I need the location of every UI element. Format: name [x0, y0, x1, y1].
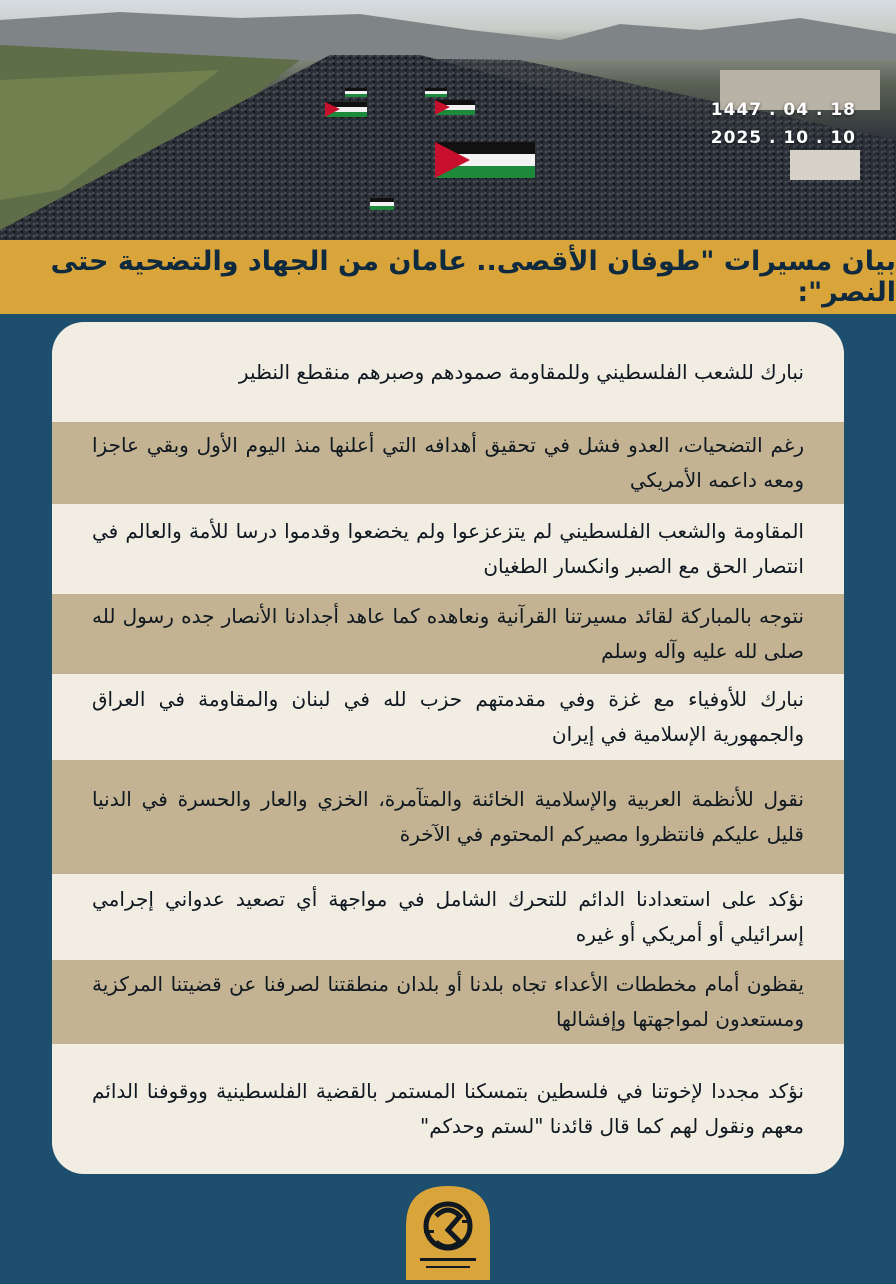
item-text: رغم التضحيات، العدو فشل في تحقيق أهدافه التي أعلنها منذ اليوم الأول وبقي عاجزا ومعه داعمه الأمريكي	[92, 433, 804, 492]
list-item	[52, 760, 844, 874]
flag-icon	[435, 142, 535, 178]
item-text: نؤكد مجددا لإخوتنا في فلسطين بتمسكنا المستمر بالقضية الفلسطينية ووقوفنا الدائم معهم ونقول لهم كما قال قائدنا "لستم وحدكم"	[92, 1079, 804, 1138]
item-text: المقاومة والشعب الفلسطيني لم يتزعزعوا ولم يخضعوا وقدموا درسا للأمة والعالم في انتصار الحق مع الصبر وانكسار الطغيان	[92, 519, 804, 578]
list-item	[52, 960, 844, 1044]
list-item	[52, 504, 844, 594]
gregorian-date: 2025 . 10 . 10	[710, 128, 856, 148]
item-text: نقول للأنظمة العربية والإسلامية الخائنة والمتآمرة، الخزي والعار والحسرة في الدنيا قليل عليكم فانتظروا مصيركم المحتوم في الآخرة	[92, 787, 804, 846]
item-text: نتوجه بالمباركة لقائد مسيرتنا القرآنية ونعاهده كما عاهد أجدادنا الأنصار جده رسول لله صلى لله عليه وآله وسلم	[92, 604, 804, 663]
date-block	[711, 96, 856, 152]
list-item	[52, 1044, 844, 1174]
foundation-logo-icon	[400, 1186, 496, 1280]
hijri-date: 1447 . 04 . 18	[710, 100, 856, 120]
title-band	[0, 240, 896, 314]
item-text: نؤكد على استعدادنا الدائم للتحرك الشامل في مواجهة أي تصعيد عدواني إجرامي إسرائيلي أو أمريكي أو غيره	[92, 887, 804, 946]
list-item	[52, 874, 844, 960]
list-item	[52, 594, 844, 674]
list-item	[52, 322, 844, 422]
foundation-logo	[400, 1186, 496, 1280]
item-text: نبارك للأوفياء مع غزة وفي مقدمتهم حزب لله في لبنان والمقاومة في العراق والجمهورية الإسلامية في إيران	[92, 687, 804, 746]
statement-card	[52, 322, 844, 1174]
page-title: بيان مسيرات "طوفان الأقصى.. عامان من الجهاد والتضحية حتى النصر":	[50, 246, 896, 308]
item-text: نبارك للشعب الفلسطيني وللمقاومة صمودهم وصبرهم منقطع النظير	[238, 359, 804, 384]
list-item	[52, 674, 844, 760]
crowd-photo	[0, 0, 896, 240]
list-item	[52, 422, 844, 504]
item-text: يقظون أمام مخططات الأعداء تجاه بلدنا أو بلدان منطقتنا لصرفنا عن قضيتنا المركزية ومستعدون لمواجهتها وإفشالها	[92, 972, 804, 1031]
